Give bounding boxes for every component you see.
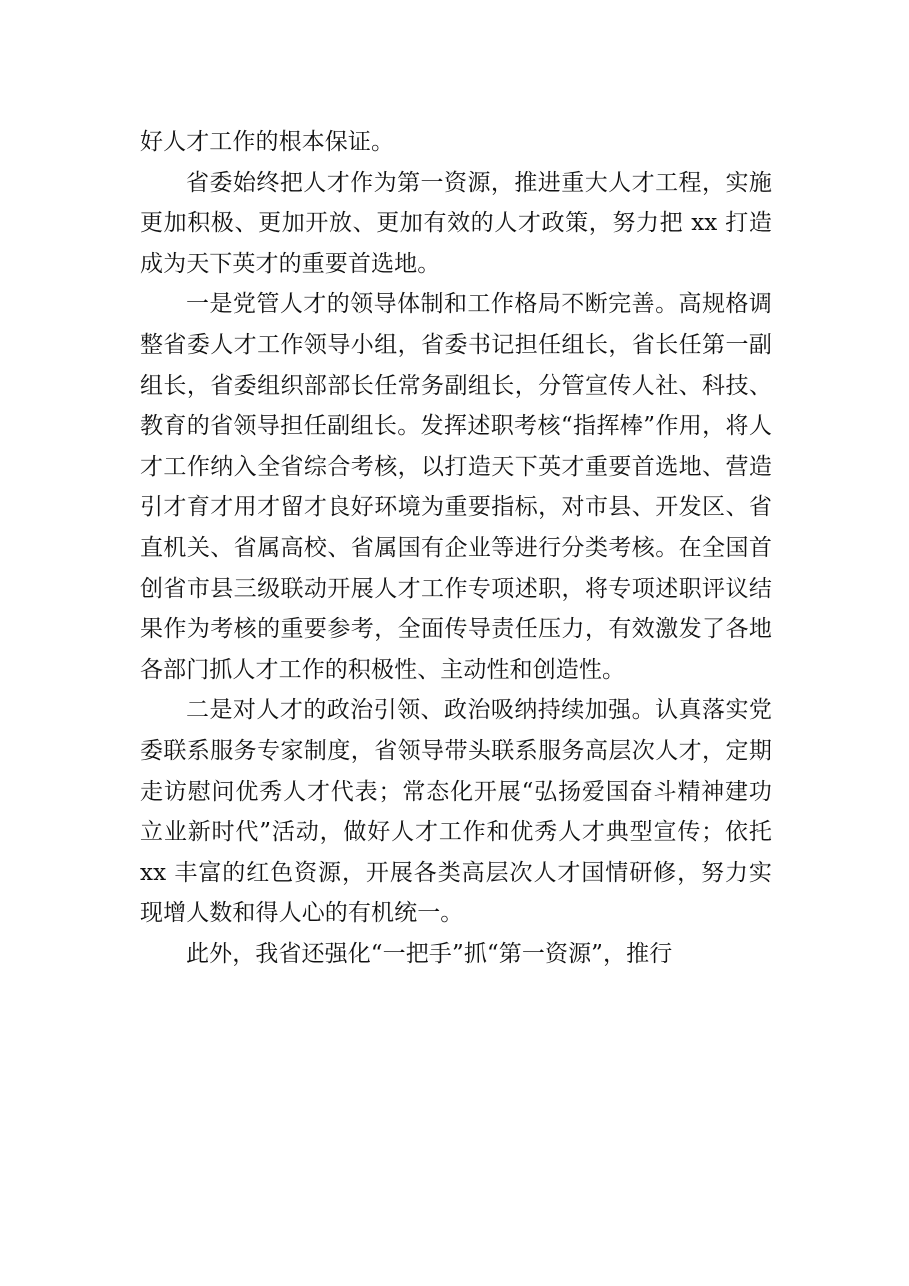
paragraph-additional-measures: 此外，我省还强化“一把手”抓“第一资源”，推行 [186,940,673,967]
paragraph-talent-policy: 省委始终把人才作为第一资源，推进重大人才工程，实施更加积极、更加开放、更加有效的人才政策，努力把 xx 打造成为天下英才的重要首选地。 [140,169,772,277]
paragraph-political-guidance: 二是对人才的政治引领、政治吸纳持续加强。认真落实党委联系服务专家制度，省领导带头联系服务高层次人才，定期走访慰问优秀人才代表；常态化开展“弘扬爱国奋斗精神建功立业新时代”活动，做好人才工作和优秀人才典型宣传；依托 xx 丰富的红色资源，开展各类高层次人才国情研修，努力实现增人数和得人心的有机统一。 [140,697,772,927]
document-body [140,122,772,974]
paragraph-leadership-system: 一是党管人才的领导体制和工作格局不断完善。高规格调整省委人才工作领导小组，省委书记担任组长，省长任第一副组长，省委组织部部长任常务副组长，分管宣传人社、科技、教育的省领导担任副组长。发挥述职考核“指挥棒”作用，将人才工作纳入全省综合考核，以打造天下英才重要首选地、营造引才育才用才留才良好环境为重要指标，对市县、开发区、省直机关、省属高校、省属国有企业等进行分类考核。在全国首创省市县三级联动开展人才工作专项述职，将专项述职评议结果作为考核的重要参考，全面传导责任压力，有效激发了各地各部门抓人才工作的积极性、主动性和创造性。 [140,291,772,683]
paragraph-continuation: 好人才工作的根本保证。 [140,129,395,155]
